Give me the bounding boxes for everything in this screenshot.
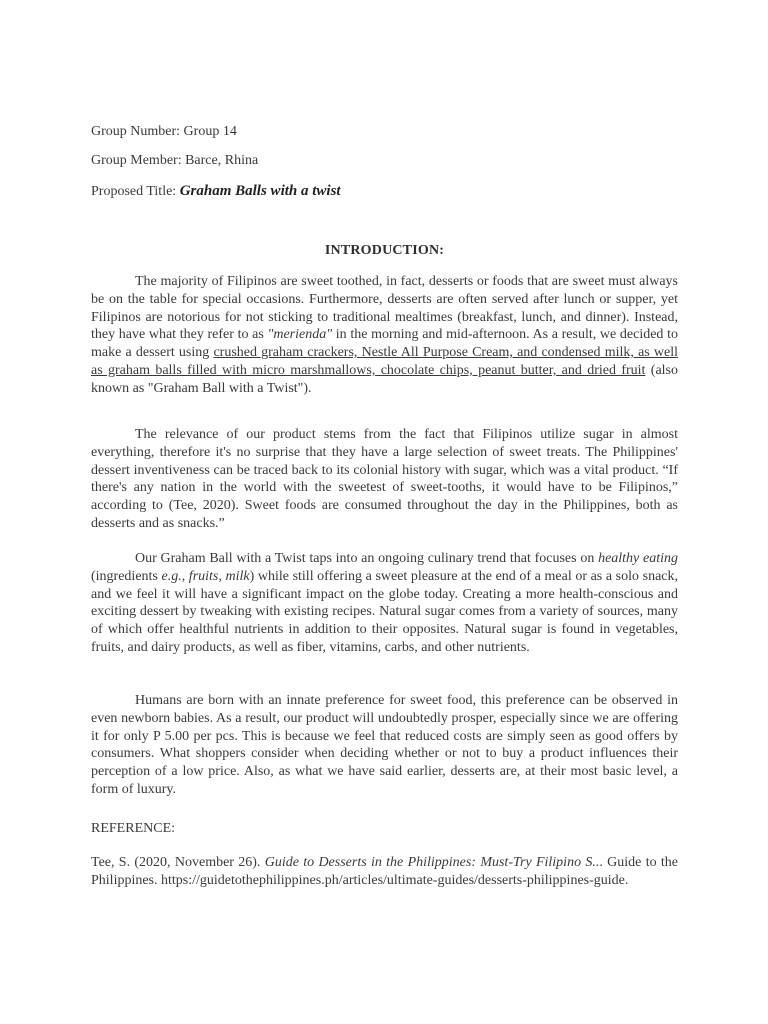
- p1-ingredients-underlined: crushed graham crackers, Nestle All Purpose Cream, and condensed milk, as well as graham balls filled with micro marshmallows, chocolate chips, peanut butter, and dried fruit: [91, 345, 678, 378]
- p3-eg: e.g., fruits, milk: [161, 568, 250, 584]
- p3-text-a: Our Graham Ball with a Twist taps into an ongoing culinary trend that focuses on: [135, 551, 599, 566]
- ref-title: Guide to Desserts in the Philippines: Must-Try Filipino S..: [264, 855, 600, 870]
- intro-paragraph-4: [91, 692, 678, 799]
- p1-text-c: (also known as "Graham Ball with a Twist").: [91, 362, 678, 396]
- reference-entry: [91, 854, 678, 890]
- p1-text-a: The majority of Filipinos are sweet toothed, in fact, desserts or foods that are sweet must always be on the table for special occasions. Furthermore, desserts are often served after lunch or supper, yet Filipinos are notorious for not sticking to traditional mealtimes (breakfast, lunch, and dinner). Instead, they have what they refer to as: [91, 274, 678, 343]
- p4-text: Humans are born with an innate preference for sweet food, this preference can be observed in even newborn babies. As a result, our product will undoubtedly prosper, especially since we are offering it for only P 5.00 per pcs. This is because we feel that reduced costs are simply seen as good offers by consumers. What shoppers consider when deciding whether or not to buy a product influences their perception of a low price. Also, as what we have said earlier, desserts are, at their most basic level, a form of luxury.: [91, 693, 678, 797]
- proposed-title-label: Proposed Title:: [91, 184, 177, 199]
- p2-text: The relevance of our product stems from the fact that Filipinos utilize sugar in almost everything, therefore it's no surprise that they have a large selection of sweet treats. The Philippines' dessert inventiveness can be traced back to its colonial history with sugar, which was a vital product. “If there's any nation in the world with the sweetest of sweet-tooths, it would have to be Filipinos,” according to (Tee, 2020). Sweet foods are consumed throughout the day in the Philippines, both as desserts and as snacks.”: [91, 427, 678, 531]
- group-member-label: Group Member:: [91, 153, 182, 168]
- group-number-line: [91, 123, 237, 141]
- p3-healthy-eating: healthy eating: [598, 551, 678, 566]
- intro-paragraph-2: [91, 426, 678, 533]
- p1-text-b: in the morning and mid-afternoon. As a result, we decided to make a dessert using: [91, 327, 678, 361]
- ref-text-b: . Guide to the Philippines. https://guidetothephilippines.ph/articles/ultimate-guides/desserts-philippines-guide.: [91, 855, 678, 888]
- ref-text-a: Tee, S. (2020, November 26).: [91, 855, 265, 870]
- p1-merienda: "merienda": [267, 327, 333, 343]
- group-number-value: Group 14: [183, 124, 237, 139]
- intro-paragraph-1: [91, 273, 678, 398]
- group-member-value: Barce, Rhina: [185, 153, 259, 168]
- introduction-heading: INTRODUCTION:: [324, 243, 445, 258]
- group-number-label: Group Number:: [91, 124, 181, 139]
- group-member-line: [91, 152, 258, 170]
- reference-heading: REFERENCE:: [91, 821, 176, 836]
- proposed-title-line: [91, 182, 341, 201]
- proposed-title-value: Graham Balls with a twist: [179, 183, 341, 199]
- p3-text-b: (ingredients: [91, 568, 162, 584]
- intro-paragraph-3: [91, 550, 678, 657]
- p3-text-c: ) while still offering a sweet pleasure at the end of a meal or as a solo snack, and we feel it will have a significant impact on the globe today. Creating a more health-conscious and exciting dessert by tweaking with existing recipes. Natural sugar comes from a variety of sources, many of which offer healthful nutrients in addition to their opposites. Natural sugar is found in vegetables, fruits, and dairy products, as well as fiber, vitamins, carbs, and other nutrients.: [91, 568, 678, 655]
